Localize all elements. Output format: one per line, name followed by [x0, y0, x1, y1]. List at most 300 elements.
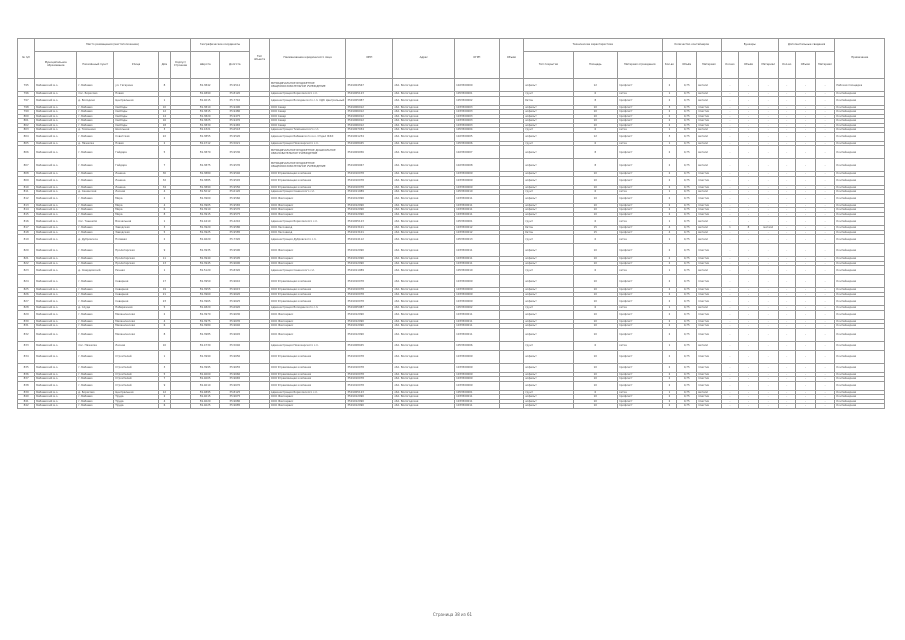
cell-np: г. Бабаево [77, 194, 114, 203]
cell-house: 5 [158, 146, 170, 159]
cell-mo: Бабаевский м.о. [35, 92, 77, 97]
cell-addr: обл. Вологодская [393, 275, 455, 288]
cell-t2: 6 [573, 306, 617, 311]
cell-b3: - [758, 390, 778, 395]
cell-addr: обл. Вологодская [393, 128, 455, 133]
table-row [18, 244, 885, 257]
cell-inn: 3501010078 [346, 275, 393, 288]
cell-mo: Бабаевский м.о. [35, 190, 77, 195]
cell-k3: пластик [697, 105, 722, 110]
cell-b3: - [758, 96, 778, 105]
cell-lon: 35.9645 [220, 328, 250, 341]
cell-lon: 35.9575 [220, 212, 250, 217]
cell-house: 2 [158, 395, 170, 400]
cell-b2: - [739, 324, 759, 329]
cell-b3: - [758, 324, 778, 329]
cell-t1: асфальт [524, 176, 573, 185]
cell-k3: металл [697, 92, 722, 97]
cell-ogrn: 1053500006 [455, 141, 499, 146]
cell-name: Администрация Борисовского с.п. [269, 217, 346, 226]
cell-e2: - [795, 310, 815, 319]
cell-mo: Бабаевский м.о. [35, 377, 77, 382]
cell-b2: - [739, 363, 759, 372]
cell-street: Северная [114, 292, 158, 297]
cell-name: ООО Лесозавод [269, 230, 346, 235]
cell-mo: Бабаевский м.о. [35, 310, 77, 319]
cell-name: ООО Жилсервис [269, 324, 346, 329]
header-bunker-group: Бункеры [721, 39, 778, 52]
cell-lat: 59.3820 [190, 114, 220, 119]
cell-street: Мира [114, 212, 158, 217]
cell-house: 5 [158, 230, 170, 235]
cell-b1: - [721, 324, 738, 329]
cell-b1: - [721, 190, 738, 195]
cell-e2: - [795, 123, 815, 128]
cell-k1: 2 [662, 79, 677, 92]
cell-t1: асфальт [524, 399, 573, 404]
cell-k2: 0,75 [677, 119, 697, 124]
cell-lon: 35.6543 [220, 128, 250, 133]
cell-no: 816 [18, 217, 35, 226]
cell-street: Новая [114, 141, 158, 146]
cell-mo: Бабаевский м.о. [35, 146, 77, 159]
cell-b2: - [739, 105, 759, 110]
cell-addr: обл. Вологодская [393, 319, 455, 324]
table-row [18, 341, 885, 350]
cell-k3: пластик [697, 363, 722, 372]
cell-t3: профлист [618, 119, 662, 124]
cell-mo: Бабаевский м.о. [35, 341, 77, 350]
cell-no: 813 [18, 203, 35, 208]
cell-e2: - [795, 404, 815, 409]
cell-e1: - [778, 96, 795, 105]
cell-no: 841 [18, 399, 35, 404]
cell-ogrn: 1053500002 [455, 306, 499, 311]
cell-t1: грунт [524, 128, 573, 133]
cell-b2: - [739, 185, 759, 190]
cell-k2: 0,75 [677, 292, 697, 297]
cell-k1: 1 [662, 128, 677, 133]
cell-k1: 2 [662, 350, 677, 363]
cell-note: Контейнерная [835, 261, 885, 266]
cell-note: Контейнерная [835, 372, 885, 377]
cell-k2: 0,75 [677, 172, 697, 177]
cell-lon: 35.5021 [220, 141, 250, 146]
cell-k3: металл [697, 79, 722, 92]
cell-mo: Бабаевский м.о. [35, 123, 77, 128]
cell-house: 3 [158, 226, 170, 231]
cell-t2: 10 [573, 328, 617, 341]
cell-mo: Бабаевский м.о. [35, 350, 77, 363]
cell-b3: - [758, 123, 778, 128]
cell-lon: 35.9530 [220, 146, 250, 159]
container-sites-table [17, 38, 885, 409]
cell-mo: Бабаевский м.о. [35, 395, 77, 400]
cell-t1: асфальт [524, 159, 573, 172]
register-sheet [17, 38, 885, 409]
cell-lon: 35.7710 [220, 96, 250, 105]
cell-inn: 3501011089 [346, 190, 393, 195]
cell-addr: обл. Вологодская [393, 377, 455, 382]
cell-k2: 0,75 [677, 123, 697, 128]
cell-inn: 3501009067 [346, 159, 393, 172]
cell-house: 3 [158, 363, 170, 372]
header-extra-count: Кол-во [778, 52, 795, 79]
cell-e3: - [815, 390, 835, 395]
cell-street: Полевая [114, 235, 158, 244]
cell-t2: 6 [573, 92, 617, 97]
cell-t3: профлист [618, 96, 662, 105]
cell-b1: - [721, 146, 738, 159]
cell-k2: 0,75 [677, 328, 697, 341]
cell-note: Контейнерная [835, 319, 885, 324]
header-coords-group: Географические координаты [190, 39, 249, 52]
cell-t3: сетка [618, 266, 662, 275]
cell-k2: 0,75 [677, 395, 697, 400]
cell-np: г. Бабаево [77, 257, 114, 262]
cell-ogrn: 1033500011 [455, 203, 499, 208]
cell-no: 833 [18, 341, 35, 350]
cell-street: Пролетарская [114, 257, 158, 262]
cell-no: 840 [18, 395, 35, 400]
cell-mo: Бабаевский м.о. [35, 105, 77, 110]
cell-ogrn: 1033500009 [455, 297, 499, 306]
cell-ogrn: 1053500010 [455, 266, 499, 275]
cell-corp [171, 404, 191, 409]
cell-lat: 59.3920 [190, 226, 220, 231]
cell-name: Администрация Санинского с.п. [269, 190, 346, 195]
cell-note: Контейнерная [835, 244, 885, 257]
cell-inn: 3501012090 [346, 404, 393, 409]
cell-e3: - [815, 217, 835, 226]
cell-k3: металл [697, 217, 722, 226]
cell-lat: 59.4712 [190, 141, 220, 146]
cell-street: Строителей [114, 372, 158, 377]
cell-house: 6 [158, 404, 170, 409]
cell-note: Контейнерная [835, 235, 885, 244]
cell-mo: Бабаевский м.о. [35, 159, 77, 172]
cell-np: г. Бабаево [77, 119, 114, 124]
cell-addr: обл. Вологодская [393, 110, 455, 115]
cell-mo: Бабаевский м.о. [35, 176, 77, 185]
cell-mo: Бабаевский м.о. [35, 96, 77, 105]
cell-kind [250, 341, 270, 350]
cell-vol [499, 194, 524, 203]
cell-mo: Бабаевский м.о. [35, 261, 77, 266]
header-location-group: Место размещения (местоположение) [35, 39, 191, 52]
cell-lon: 35.8320 [220, 266, 250, 275]
cell-house: 7 [158, 377, 170, 382]
cell-t2: 15 [573, 226, 617, 231]
cell-lat: 59.3940 [190, 257, 220, 262]
cell-t3: профлист [618, 208, 662, 213]
cell-lon: 35.9650 [220, 350, 250, 363]
cell-kind [250, 275, 270, 288]
cell-street: Строителей [114, 350, 158, 363]
cell-e3: - [815, 114, 835, 119]
cell-np: д. Борисово [77, 390, 114, 395]
cell-np: пос. Тешемля [77, 217, 114, 226]
cell-t2: 10 [573, 119, 617, 124]
header-type: Тип объекта [250, 39, 270, 79]
cell-k2: 0,75 [677, 341, 697, 350]
header-group-row [18, 39, 885, 52]
cell-lat: 59.4015 [190, 395, 220, 400]
cell-t3: сетка [618, 128, 662, 133]
cell-mo: Бабаевский м.о. [35, 319, 77, 324]
cell-lon: 35.4210 [220, 217, 250, 226]
cell-addr: обл. Вологодская [393, 288, 455, 293]
cell-e1: - [778, 275, 795, 288]
cell-t2: 10 [573, 292, 617, 297]
cell-k3: металл [697, 226, 722, 231]
cell-mo: Бабаевский м.о. [35, 110, 77, 115]
cell-e3: - [815, 319, 835, 324]
cell-e1: - [778, 141, 795, 146]
cell-b3: - [758, 79, 778, 92]
cell-street: Северная [114, 288, 158, 293]
cell-t1: асфальт [524, 110, 573, 115]
cell-ogrn: 1033500009 [455, 292, 499, 297]
cell-k2: 0,75 [677, 310, 697, 319]
cell-b1: - [721, 341, 738, 350]
cell-b3: - [758, 203, 778, 208]
cell-k2: 0,75 [677, 399, 697, 404]
cell-lon: 35.9585 [220, 230, 250, 235]
table-row [18, 381, 885, 390]
cell-corp [171, 159, 191, 172]
cell-kind [250, 297, 270, 306]
cell-inn: 3501012090 [346, 194, 393, 203]
cell-b3: металл [758, 226, 778, 231]
table-row [18, 404, 885, 409]
cell-t1: асфальт [524, 114, 573, 119]
cell-e3: - [815, 350, 835, 363]
cell-e1: - [778, 266, 795, 275]
cell-k3: металл [697, 341, 722, 350]
cell-np: г. Бабаево [77, 172, 114, 177]
cell-corp [171, 96, 191, 105]
table-row [18, 350, 885, 363]
cell-k3: металл [697, 146, 722, 159]
cell-house: 3 [158, 128, 170, 133]
cell-street: Свободы [114, 114, 158, 119]
cell-mo: Бабаевский м.о. [35, 128, 77, 133]
cell-no: 799 [18, 110, 35, 115]
cell-house: 2 [158, 194, 170, 203]
cell-e3: - [815, 172, 835, 177]
cell-inn: 3501013101 [346, 226, 393, 231]
cell-street: Строителей [114, 381, 158, 390]
cell-b2: - [739, 208, 759, 213]
cell-b1: - [721, 132, 738, 141]
cell-inn: 3501006012 [346, 119, 393, 124]
cell-np: г. Бабаево [77, 146, 114, 159]
cell-lat: 59.3960 [190, 292, 220, 297]
cell-mo: Бабаевский м.о. [35, 328, 77, 341]
cell-t3: сетка [618, 92, 662, 97]
cell-kind [250, 328, 270, 341]
cell-house: 5 [158, 306, 170, 311]
cell-ogrn: 1033500009 [455, 363, 499, 372]
cell-e3: - [815, 324, 835, 329]
cell-ogrn: 1053500010 [455, 190, 499, 195]
cell-addr: обл. Вологодская [393, 119, 455, 124]
table-row [18, 275, 885, 288]
cell-k1: 2 [662, 159, 677, 172]
cell-b2: - [739, 275, 759, 288]
cell-b3: - [758, 399, 778, 404]
cell-b2: - [739, 372, 759, 377]
cell-b2: - [739, 310, 759, 319]
cell-note: Контейнерная [835, 105, 885, 110]
cell-k1: 2 [662, 257, 677, 262]
cell-e1: - [778, 185, 795, 190]
header-tech-fence: Материал ограждения [618, 52, 662, 79]
cell-b2: - [739, 261, 759, 266]
cell-e2: - [795, 185, 815, 190]
cell-house: 11 [158, 257, 170, 262]
cell-b1: - [721, 381, 738, 390]
cell-street: Заводская [114, 230, 158, 235]
cell-k3: пластик [697, 275, 722, 288]
cell-b1: - [721, 123, 738, 128]
cell-e3: - [815, 395, 835, 400]
cell-inn: 3501012090 [346, 328, 393, 341]
cell-addr: обл. Вологодская [393, 328, 455, 341]
cell-k3: металл [697, 266, 722, 275]
cell-k3: металл [697, 190, 722, 195]
cell-e2: - [795, 132, 815, 141]
cell-np: пос. Пяжелка [77, 341, 114, 350]
cell-house: 2 [158, 235, 170, 244]
cell-b2: - [739, 235, 759, 244]
cell-corp [171, 79, 191, 92]
cell-addr: обл. Вологодская [393, 203, 455, 208]
cell-ogrn: 1053500004 [455, 128, 499, 133]
cell-k1: 1 [662, 92, 677, 97]
cell-np: г. Бабаево [77, 399, 114, 404]
cell-b1: - [721, 119, 738, 124]
cell-t2: 10 [573, 288, 617, 293]
cell-no: 828 [18, 306, 35, 311]
cell-street: Советская [114, 132, 158, 141]
cell-name: ООО Север [269, 105, 346, 110]
cell-np: г. Бабаево [77, 297, 114, 306]
cell-kind [250, 96, 270, 105]
cell-inn: 3501010078 [346, 377, 393, 382]
cell-name: ООО Жилсервис [269, 208, 346, 213]
cell-e2: - [795, 363, 815, 372]
header-building: Корпус/Строение [171, 52, 191, 79]
cell-vol [499, 244, 524, 257]
cell-t2: 6 [573, 141, 617, 146]
cell-house: 4 [158, 190, 170, 195]
cell-note: Контейнерная [835, 190, 885, 195]
cell-b1: - [721, 208, 738, 213]
cell-k3: пластик [697, 288, 722, 293]
cell-e2: - [795, 212, 815, 217]
header-lat: Широта [190, 52, 220, 79]
cell-corp [171, 275, 191, 288]
cell-b2: - [739, 79, 759, 92]
cell-note: Рабочая площадка [835, 79, 885, 92]
cell-no: 808 [18, 172, 35, 177]
cell-name: Администрация Бабаевского м.о. Отдел ЖКХ [269, 132, 346, 141]
cell-note: Контейнерная [835, 208, 885, 213]
cell-vol [499, 297, 524, 306]
cell-b2: - [739, 172, 759, 177]
cell-street: Свободы [114, 123, 158, 128]
cell-street: Вокзальная [114, 217, 158, 226]
table-row [18, 328, 885, 341]
cell-b2: - [739, 159, 759, 172]
cell-e3: - [815, 381, 835, 390]
cell-e3: - [815, 377, 835, 382]
cell-np: пос. Борисово [77, 92, 114, 97]
cell-b3: - [758, 92, 778, 97]
cell-lat: 59.3855 [190, 132, 220, 141]
table-row [18, 310, 885, 319]
cell-vol [499, 176, 524, 185]
cell-kind [250, 159, 270, 172]
cell-t3: профлист [618, 377, 662, 382]
cell-b3: - [758, 288, 778, 293]
cell-b2: 8 [739, 226, 759, 231]
cell-no: 810 [18, 185, 35, 190]
cell-k1: 2 [662, 96, 677, 105]
cell-no: 803 [18, 128, 35, 133]
cell-k3: пластик [697, 292, 722, 297]
cell-e1: - [778, 381, 795, 390]
cell-note: Контейнерная [835, 114, 885, 119]
cell-ogrn: 1033500009 [455, 377, 499, 382]
cell-no: 839 [18, 390, 35, 395]
cell-mo: Бабаевский м.о. [35, 208, 77, 213]
cell-addr: обл. Вологодская [393, 123, 455, 128]
cell-ogrn: 1033500012 [455, 226, 499, 231]
cell-lon: 35.9590 [220, 244, 250, 257]
cell-k2: 0,75 [677, 212, 697, 217]
cell-mo: Бабаевский м.о. [35, 203, 77, 208]
cell-lon: 35.8125 [220, 390, 250, 395]
cell-house: 2 [158, 141, 170, 146]
cell-np: г. Бабаево [77, 261, 114, 266]
cell-note: Контейнерная [835, 390, 885, 395]
cell-k3: пластик [697, 208, 722, 213]
cell-b2: - [739, 123, 759, 128]
cell-t3: профлист [618, 257, 662, 262]
cell-name: ООО Север [269, 114, 346, 119]
cell-t2: 10 [573, 123, 617, 128]
cell-e1: - [778, 350, 795, 363]
table-body [18, 79, 885, 409]
cell-note: Контейнерная [835, 132, 885, 141]
cell-vol [499, 275, 524, 288]
cell-lon: 35.9630 [220, 310, 250, 319]
cell-lat: 59.4000 [190, 372, 220, 377]
cell-addr: обл. Вологодская [393, 399, 455, 404]
cell-b1: - [721, 194, 738, 203]
cell-name: ООО Управляющая компания [269, 350, 346, 363]
cell-t1: асфальт [524, 381, 573, 390]
cell-note: Контейнерная [835, 119, 885, 124]
cell-inn: 3501012090 [346, 203, 393, 208]
cell-ogrn: 1023500007 [455, 146, 499, 159]
cell-b1: - [721, 292, 738, 297]
cell-e2: - [795, 381, 815, 390]
cell-b3: - [758, 372, 778, 377]
